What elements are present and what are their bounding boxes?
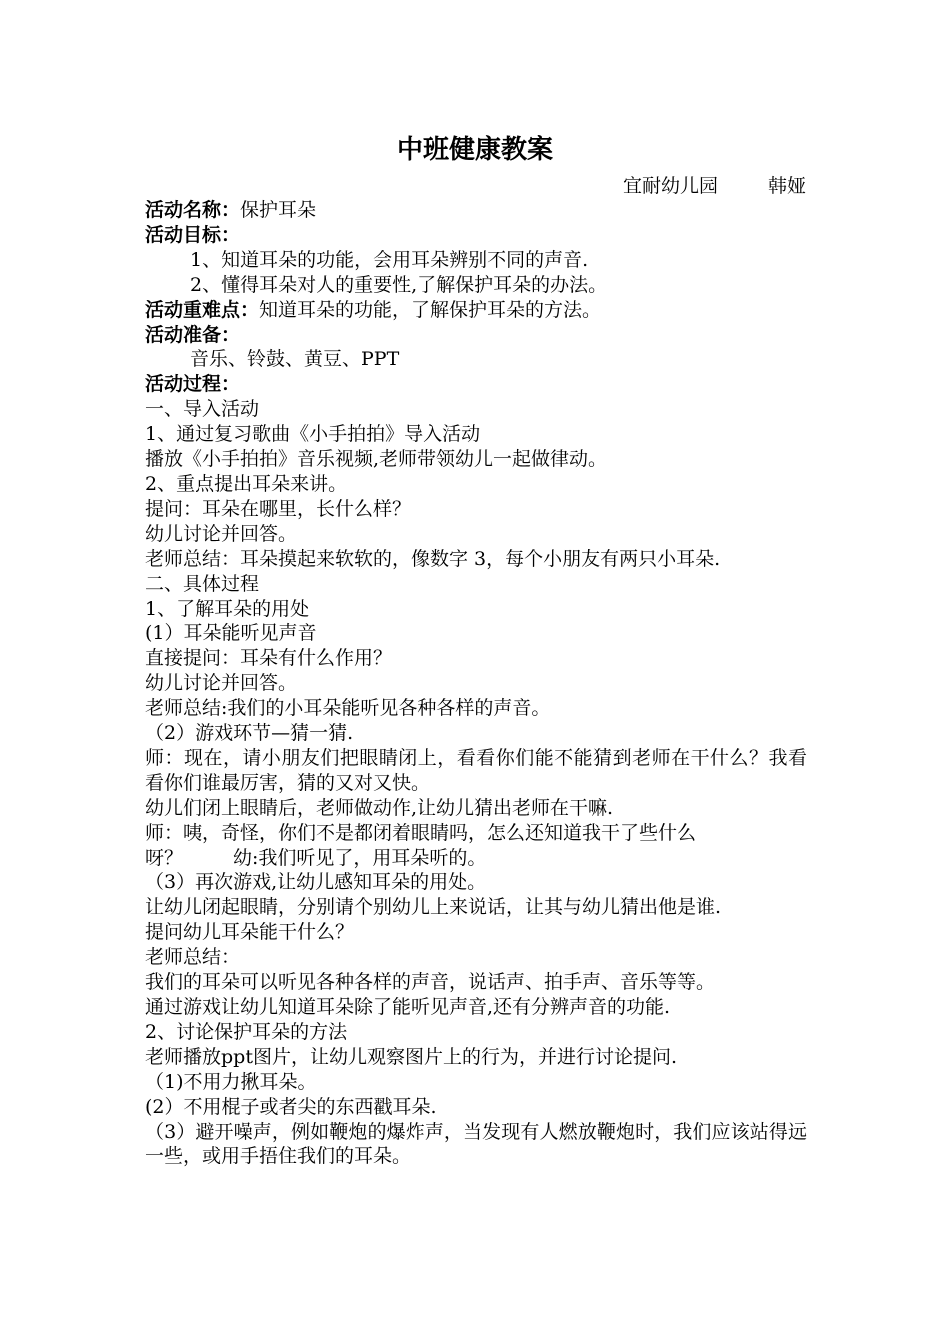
paragraph: 2、重点提出耳朵来讲。 [145, 472, 348, 495]
paragraph: 直接提问：耳朵有什么作用？ [145, 647, 393, 670]
paragraph: (2）不用棍子或者尖的东西戳耳朵. [145, 1095, 437, 1118]
paragraph: 播放《小手拍拍》音乐视频,老师带领幼儿一起做律动。 [145, 448, 608, 471]
paragraph: 1、了解耳朵的用处 [145, 597, 310, 620]
activity-name: 活动名称：保护耳朵 [145, 199, 317, 221]
paragraph: 提问幼儿耳朵能干什么？ [145, 921, 355, 944]
paragraph: 幼儿讨论并回答。 [145, 522, 298, 545]
paragraph: 通过游戏让幼儿知道耳朵除了能听见声音,还有分辨声音的功能. [145, 996, 671, 1018]
activity-goals-heading: 活动目标： [145, 223, 241, 246]
author-line [623, 172, 806, 200]
key-points: 活动重难点：知道耳朵的功能，了解保护耳朵的方法。 [145, 298, 602, 321]
paragraph: 师：咦，奇怪，你们不是都闭着眼睛吗，怎么还知道我干了些什么 [145, 821, 697, 844]
paragraph: 二、具体过程 [145, 572, 260, 595]
paragraph: 提问：耳朵在哪里，长什么样？ [145, 497, 412, 520]
paragraph: 呀？ 幼:我们听见了，用耳朵听的。 [145, 846, 487, 869]
paragraph: 老师播放ppt图片，让幼儿观察图片上的行为，并进行讨论提问. [145, 1045, 678, 1068]
paragraph: 我们的耳朵可以听见各种各样的声音，说话声、拍手声、音乐等等。 [145, 971, 716, 994]
paragraph: （1)不用力揪耳朵。 [145, 1070, 317, 1093]
paragraph: 幼儿讨论并回答。 [145, 672, 298, 695]
preparation-items: 音乐、铃鼓、黄豆、PPT [190, 348, 400, 371]
author-name: 韩娅 [767, 175, 806, 197]
paragraph: 老师总结： [145, 946, 241, 969]
paragraph: （2）游戏环节—猜一猜. [145, 722, 354, 745]
document-body [145, 198, 807, 1169]
paragraph: 幼儿们闭上眼睛后，老师做动作,让幼儿猜出老师在干嘛. [145, 796, 614, 819]
paragraph: 2、讨论保护耳朵的方法 [145, 1020, 348, 1043]
paragraph: 师：现在，请小朋友们把眼睛闭上，看看你们能不能猜到老师在干什么？我看看你们谁最厉害，猜的又对又快。 [145, 746, 807, 794]
preparation-heading: 活动准备： [145, 323, 241, 346]
paragraph: （3）避开噪声，例如鞭炮的爆炸声，当发现有人燃放鞭炮时，我们应该站得远一些，或用手捂住我们的耳朵。 [145, 1120, 807, 1168]
goal-item: 2、懂得耳朵对人的重要性,了解保护耳朵的办法。 [190, 273, 608, 296]
paragraph: 1、通过复习歌曲《小手拍拍》导入活动 [145, 423, 481, 446]
school-name: 宜耐幼儿园 [622, 175, 718, 197]
document-title: 中班健康教案 [396, 135, 553, 165]
paragraph: 让幼儿闭起眼睛，分别请个别幼儿上来说话，让其与幼儿猜出他是谁. [145, 896, 722, 919]
paragraph: 老师总结：耳朵摸起来软软的，像数字 3，每个小朋友有两只小耳朵. [145, 547, 721, 570]
paragraph: （3）再次游戏,让幼儿感知耳朵的用处。 [145, 871, 487, 894]
process-heading: 活动过程： [145, 373, 241, 396]
paragraph: (1）耳朵能听见声音 [145, 622, 317, 645]
goal-item: 1、知道耳朵的功能，会用耳朵辨别不同的声音. [190, 248, 589, 271]
paragraph: 老师总结:我们的小耳朵能听见各种各样的声音。 [145, 697, 551, 720]
paragraph: 一、导入活动 [145, 398, 260, 421]
